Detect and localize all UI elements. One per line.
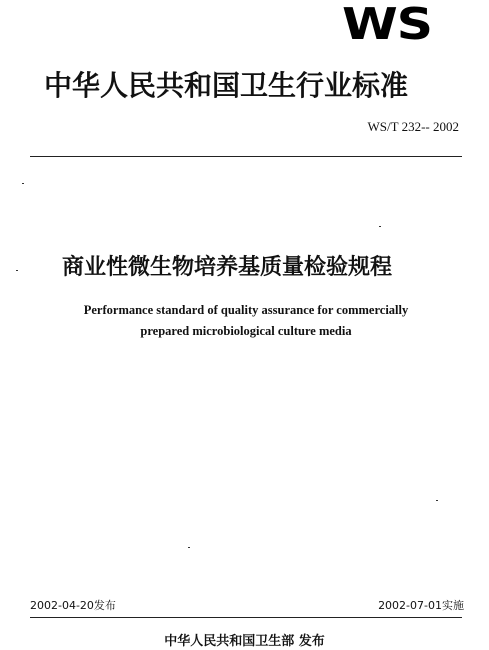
scan-speck [436,500,438,501]
document-title-en-line2: prepared microbiological culture media [140,324,352,338]
standard-category-title: 中华人民共和国卫生行业标准 [44,69,409,102]
ws-logo: WS [342,0,432,50]
scan-speck [188,547,190,548]
publisher: 中华人民共和国卫生部 发布 [164,634,325,649]
implementation-date: 2002-07-01实施 [378,599,464,612]
footer-divider [30,617,462,618]
header-divider [30,156,462,157]
scan-speck [16,270,18,271]
standard-code: WS/T 232-- 2002 [367,119,459,134]
document-title-cn: 商业性微生物培养基质量检验规程 [62,255,393,280]
issue-date: 2002-04-20发布 [30,599,116,612]
document-title-en-line1: Performance standard of quality assurance for commercially [83,303,409,317]
scan-speck [379,226,381,227]
scan-speck [22,183,24,184]
